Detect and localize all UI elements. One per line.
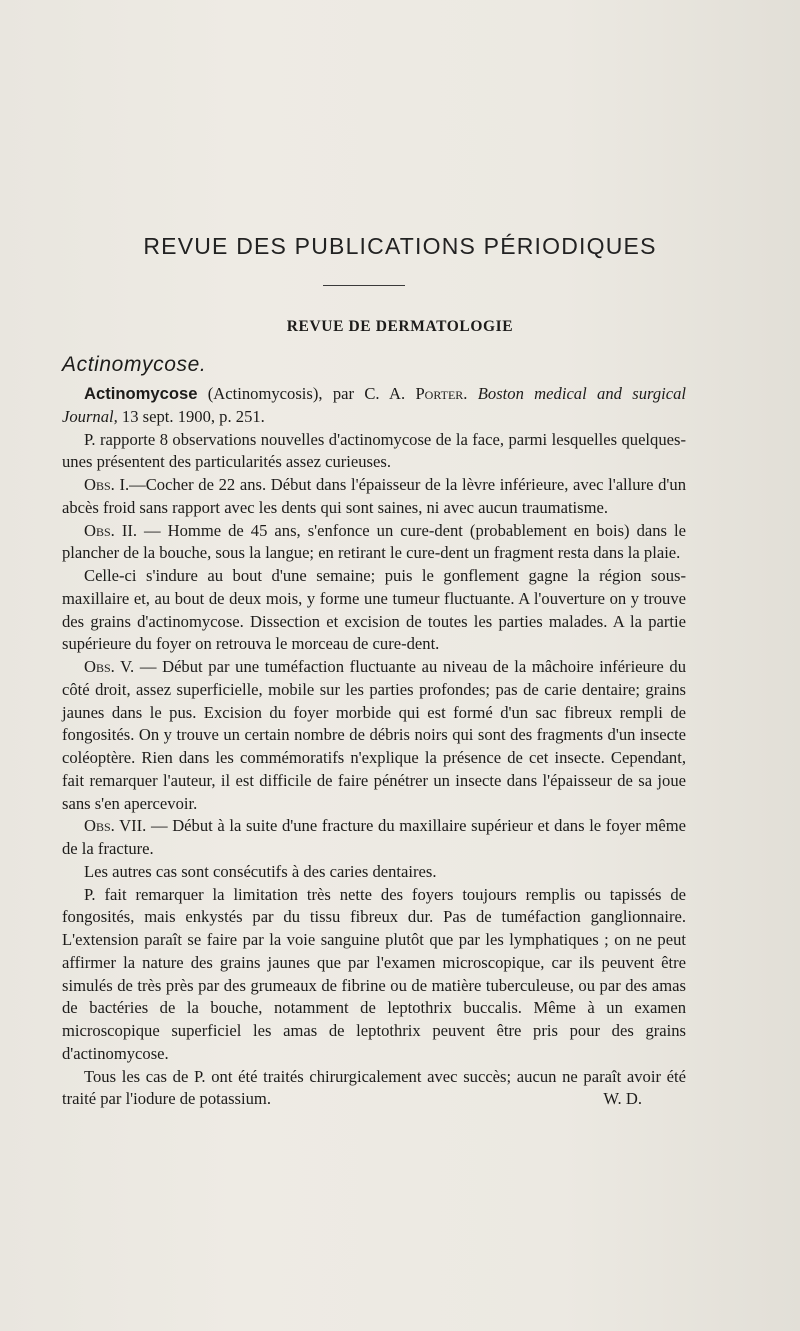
- paragraph-obs-1: [62, 474, 686, 520]
- paragraph-autres: Les autres cas sont consécutifs à des caries dentaires.: [84, 861, 437, 881]
- paragraph-intro: P. rapporte 8 observations nouvelles d'actinomycose de la face, parmi lesquelles quelques-unes présentent des particularités assez curieuses.: [62, 429, 686, 472]
- paragraph-conclusion: [62, 1066, 686, 1112]
- subsection-title: Actinomycose.: [62, 353, 207, 376]
- conclusion-text: Tous les cas de P. ont été traités chirurgicalement avec succès; aucun ne paraît avoir été traité par l'iodure de potassium.: [62, 1066, 686, 1109]
- obs-text: —Cocher de 22 ans. Début dans l'épaisseur de la lèvre inférieure, avec l'allure d'un abcès froid sans rapport avec les dents qui sont saines, ni avec aucun traumatisme.: [62, 475, 686, 517]
- paragraph-obs-2: [62, 520, 686, 566]
- article-body: [62, 383, 686, 1111]
- obs-label: Obs. II.: [84, 520, 138, 540]
- obs-label: Obs. VII.: [84, 816, 147, 836]
- title-divider: [323, 285, 405, 286]
- signature: W. D.: [603, 1089, 642, 1109]
- citation-journal: Boston medical and surgical Journal,: [62, 384, 687, 426]
- paragraph-obs-5: [62, 656, 686, 815]
- citation-author: Porter: [415, 384, 464, 403]
- page-title: REVUE DES PUBLICATIONS PÉRIODIQUES: [143, 233, 657, 259]
- paragraph-remarque: P. fait remarquer la limitation très nette des foyers toujours remplis ou tapissés de fongosités, mais enkystés par du tissu fibreux dur. Pas de tuméfaction ganglionnaire. L'extension paraît se faire par la voie sanguine plutôt que par les lymphatiques ; on ne peut affirmer la nature des grains jaunes que par l'examen microscopique, car ils peuvent être simulés de très près par des grumeaux de fibrine ou de matière tuberculeuse, ou par des amas de bactéries de la bouche, notamment de leptothrix buccalis. Même à un examen microscopique superficiel les amas de leptothrix peuvent être pris pour des grains d'actinomycose.: [62, 884, 686, 1063]
- paragraph-celle-ci: Celle-ci s'indure au bout d'une semaine; puis le gonflement gagne la région sous-maxillaire et, au bout de deux mois, y forme une tumeur fluctuante. A l'ouverture on y trouve des grains d'actinomycose. Dissection et excision de toutes les parties malades. A la partie supérieure du foyer on retrouva le morceau de cure-dent.: [62, 566, 686, 654]
- obs-label: Obs. V.: [84, 657, 135, 676]
- section-title: REVUE DE DERMATOLOGIE: [286, 318, 514, 335]
- obs-text: — Homme de 45 ans, s'enfonce un cure-dent (probablement en bois) dans le plancher de la bouche, sous la langue; en retirant le cure-dent un fragment resta dans la plaie.: [62, 520, 686, 563]
- obs-text: — Début à la suite d'une fracture du maxillaire supérieur et dans le foyer même de la fracture.: [62, 816, 686, 858]
- citation-paragraph: Actinomycose (Actinomycosis), par C. A. Porter. Boston medical and surgical Journal, 13 sept. 1900, p. 251.: [62, 384, 687, 426]
- obs-label: Obs. I.: [84, 475, 130, 494]
- article-title: Actinomycose: [84, 384, 198, 403]
- citation-details: 13 sept. 1900, p. 251.: [117, 406, 265, 426]
- paragraph-obs-7: [62, 815, 686, 861]
- obs-text: — Début par une tuméfaction fluctuante au niveau de la mâchoire inférieure du côté droit, assez superficielle, mobile sur les parties profondes; pas de carie dentaire; grains jaunes dans le pus. Excision du foyer morbide qui est formé d'un sac fibreux rempli de fongosités. On y trouve un certain nombre de débris noirs qui sont des fragments d'un insecte coléoptère. Rien dans les commémoratifs n'explique la présence de cet insecte. Cependant, fait remarquer l'auteur, il est difficile de faire pénétrer un insecte dans l'épaisseur de sa joue sans s'en apercevoir.: [62, 657, 686, 813]
- citation-text: (Actinomycosis), par C. A.: [197, 384, 416, 403]
